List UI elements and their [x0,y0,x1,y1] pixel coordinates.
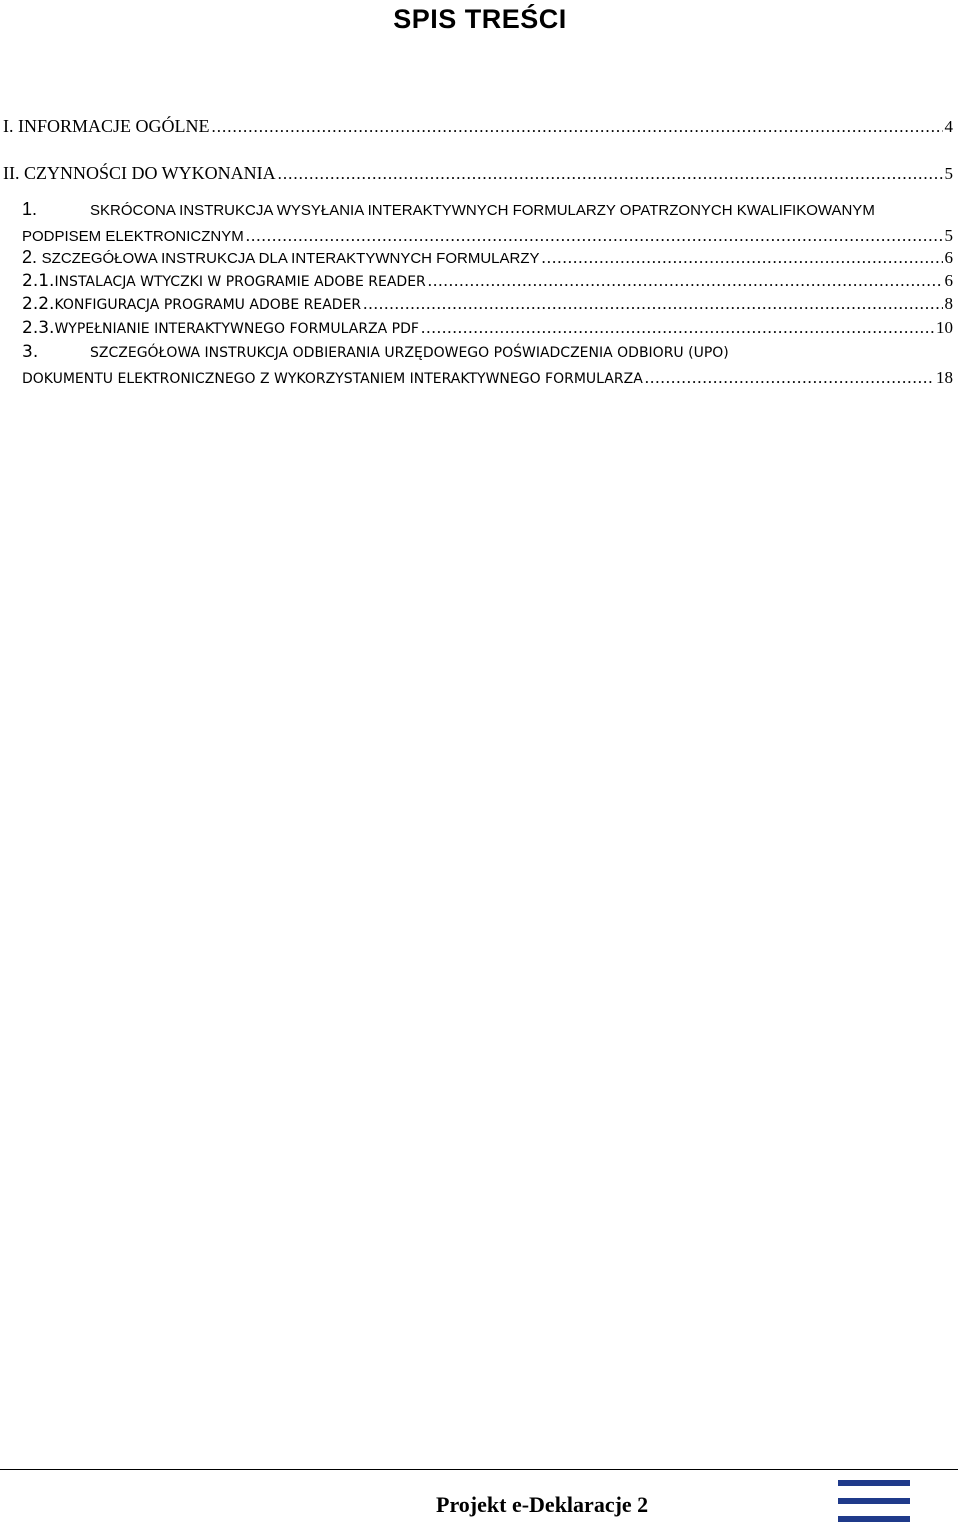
toc-leader-dots [645,368,934,388]
footer-project-name: Projekt e-Deklaracje 2 [436,1492,649,1517]
toc-page-number: 6 [944,248,953,267]
toc-leader-dots [542,248,943,268]
toc-leader-dots [212,117,943,137]
toc-entry-number: 2.3. [22,318,55,338]
toc-entry-label: SZCZEGÓŁOWA INSTRUKCJA DLA INTERAKTYWNYCH FORMULARZY [41,250,540,267]
toc-entry-label-continued: DOKUMENTU ELEKTRONICZNEGO Z WYKORZYSTANIEM INTERAKTYWNEGO FORMULARZA [22,371,643,387]
toc-entry-upo-line2[interactable] [22,368,953,388]
toc-entry-label: II. CZYNNOŚCI DO WYKONANIA [3,163,276,183]
toc-leader-dots [363,294,942,314]
logo-stripe [838,1498,910,1504]
toc-entry-upo-line1[interactable] [22,342,729,362]
toc-leader-dots [246,226,943,246]
toc-leader-dots [278,164,943,184]
page-title: SPIS TREŚCI [393,4,567,34]
toc-entry-label: I. INFORMACJE OGÓLNE [3,116,210,136]
toc-entry-label-continued: PODPISEM ELEKTRONICZNYM [22,228,244,245]
toc-entry-informacje[interactable] [3,116,953,137]
toc-entry-skrocona-line2[interactable] [22,226,953,246]
toc-entry-wypelnianie[interactable] [22,318,953,338]
eu-flag-logo-icon [838,1478,910,1524]
toc-page-number: 5 [944,164,953,183]
logo-stripe [838,1480,910,1486]
toc-entry-number: 3. [22,342,39,362]
toc-entry-number: 1. [22,199,38,219]
toc-page-number: 10 [936,318,953,337]
footer-divider [0,1469,958,1470]
toc-entry-skrocona-line1[interactable] [22,199,875,220]
toc-entry-czynnosci[interactable] [3,163,953,184]
logo-stripe [838,1516,910,1522]
toc-entry-label: INSTALACJA WTYCZKI W PROGRAMIE ADOBE READER [54,274,426,290]
toc-entry-label: SZCZEGÓŁOWA INSTRUKCJA ODBIERANIA URZĘDOWEGO POŚWIADCZENIA ODBIORU (UPO) [90,345,729,361]
toc-entry-number: 2. [22,247,38,267]
toc-entry-label: WYPEŁNIANIE INTERAKTYWNEGO FORMULARZA PDF [54,321,419,337]
toc-entry-number: 2.1. [22,271,55,291]
toc-entry-number: 2.2. [22,294,55,314]
toc-leader-dots [421,318,934,338]
toc-page-number: 5 [944,226,953,245]
toc-page-number: 18 [936,368,953,387]
toc-entry-konfiguracja[interactable] [22,294,953,314]
toc-page-number: 6 [944,271,953,290]
toc-entry-label: SKRÓCONA INSTRUKCJA WYSYŁANIA INTERAKTYWNYCH FORMULARZY OPATRZONYCH KWALIFIKOWANYM [90,202,875,219]
toc-page-number: 8 [944,294,953,313]
toc-page-number: 4 [944,117,953,136]
toc-entry-instalacja[interactable] [22,271,953,291]
toc-leader-dots [428,271,943,291]
toc-entry-label: KONFIGURACJA PROGRAMU ADOBE READER [54,297,362,313]
toc-entry-szczegolowa[interactable] [22,247,953,268]
